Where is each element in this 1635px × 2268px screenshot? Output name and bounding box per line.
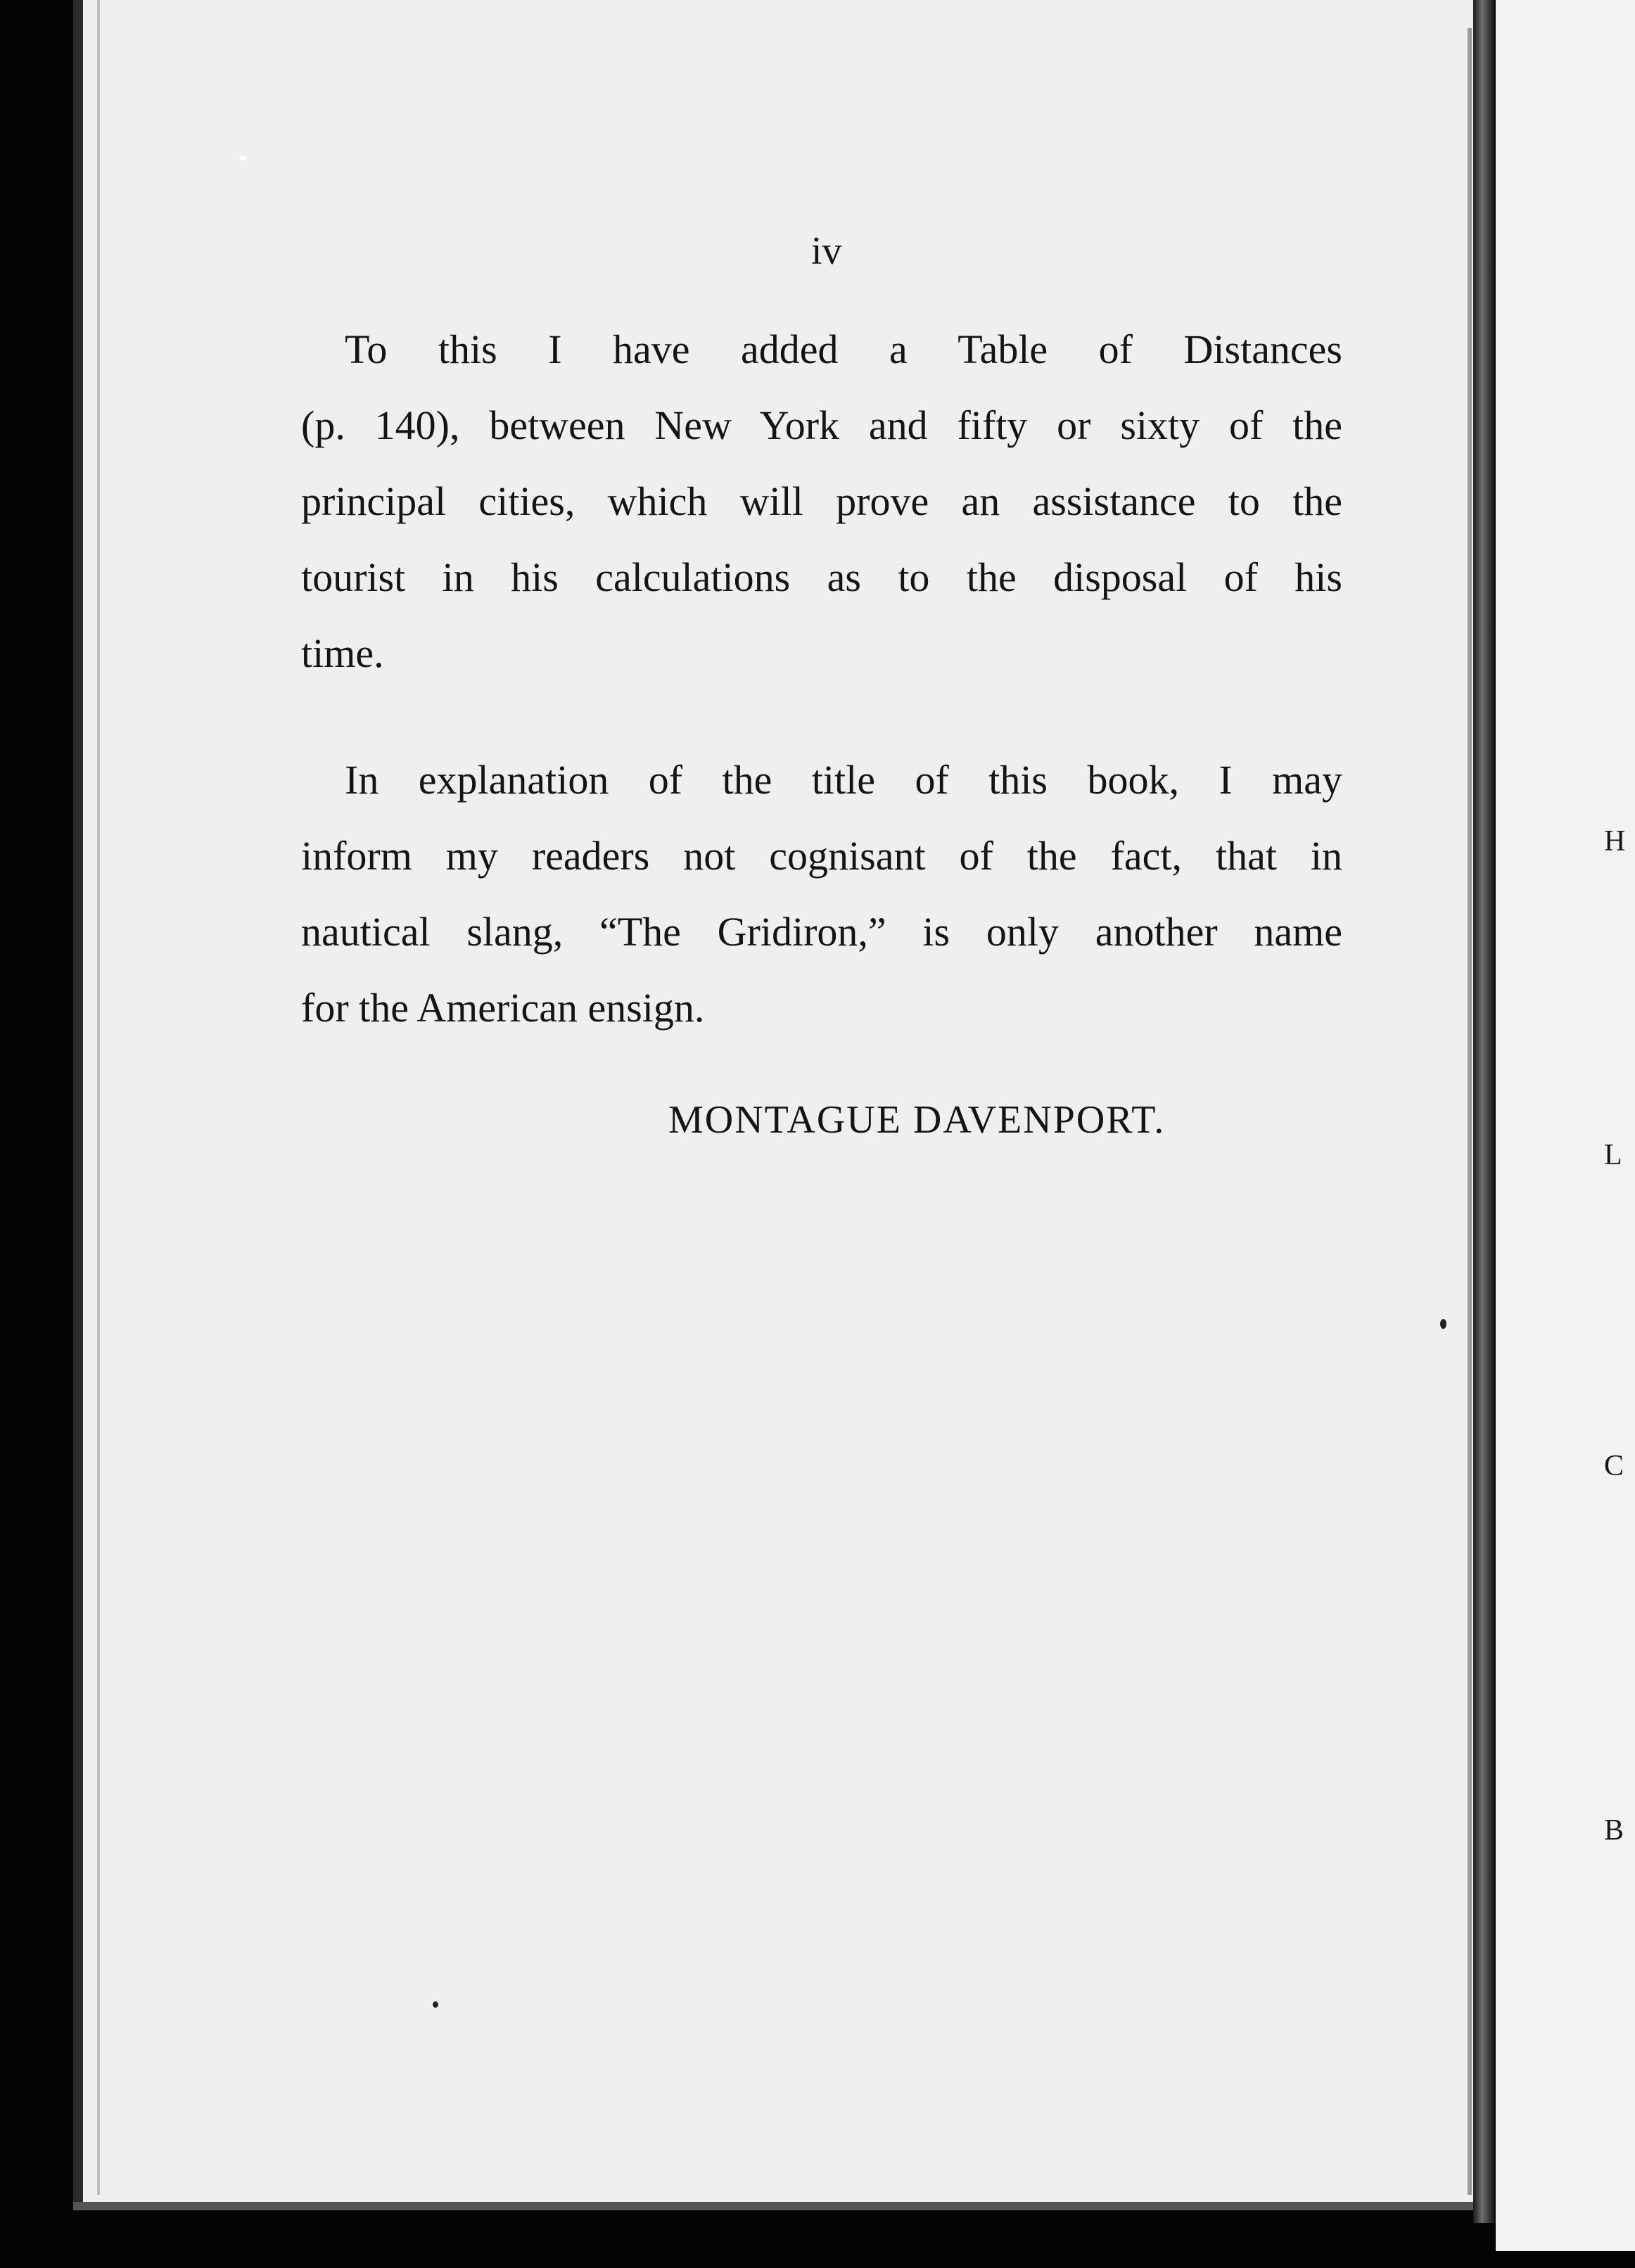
scan-speck [239, 156, 246, 160]
facing-page-letter: B [1604, 1814, 1624, 1847]
book-spine [1473, 0, 1496, 2223]
paragraph-line: time. [301, 630, 384, 676]
author-signature: MONTAGUE DAVENPORT. [668, 1098, 1166, 1142]
facing-page [1496, 0, 1635, 2251]
paragraph-line: for the American ensign. [301, 985, 705, 1031]
paragraph-line: inform my readers not cognisant of the fact, that in [301, 833, 1342, 879]
page-number: iv [811, 229, 842, 273]
paragraph-line: To this I have added a Table of Distances [345, 326, 1342, 372]
gutter-line [1468, 28, 1472, 2195]
facing-page-letter: H [1604, 825, 1626, 858]
scan-speck [433, 2001, 438, 2008]
facing-page-letter: C [1604, 1450, 1624, 1482]
page-bottom-edge [73, 2202, 1480, 2210]
paragraph-line: In explanation of the title of this book, I may [345, 757, 1342, 803]
facing-page-letter: L [1604, 1139, 1622, 1171]
paragraph-line: principal cities, which will prove an assistance to the [301, 478, 1342, 524]
left-page-edge-inner [97, 0, 100, 2195]
scan-speck [1440, 1319, 1446, 1329]
paragraph-line: nautical slang, “The Gridiron,” is only another name [301, 909, 1342, 955]
paragraph-line: tourist in his calculations as to the disposal of his [301, 554, 1342, 600]
paragraph-line: (p. 140), between New York and fifty or sixty of the [301, 402, 1342, 448]
